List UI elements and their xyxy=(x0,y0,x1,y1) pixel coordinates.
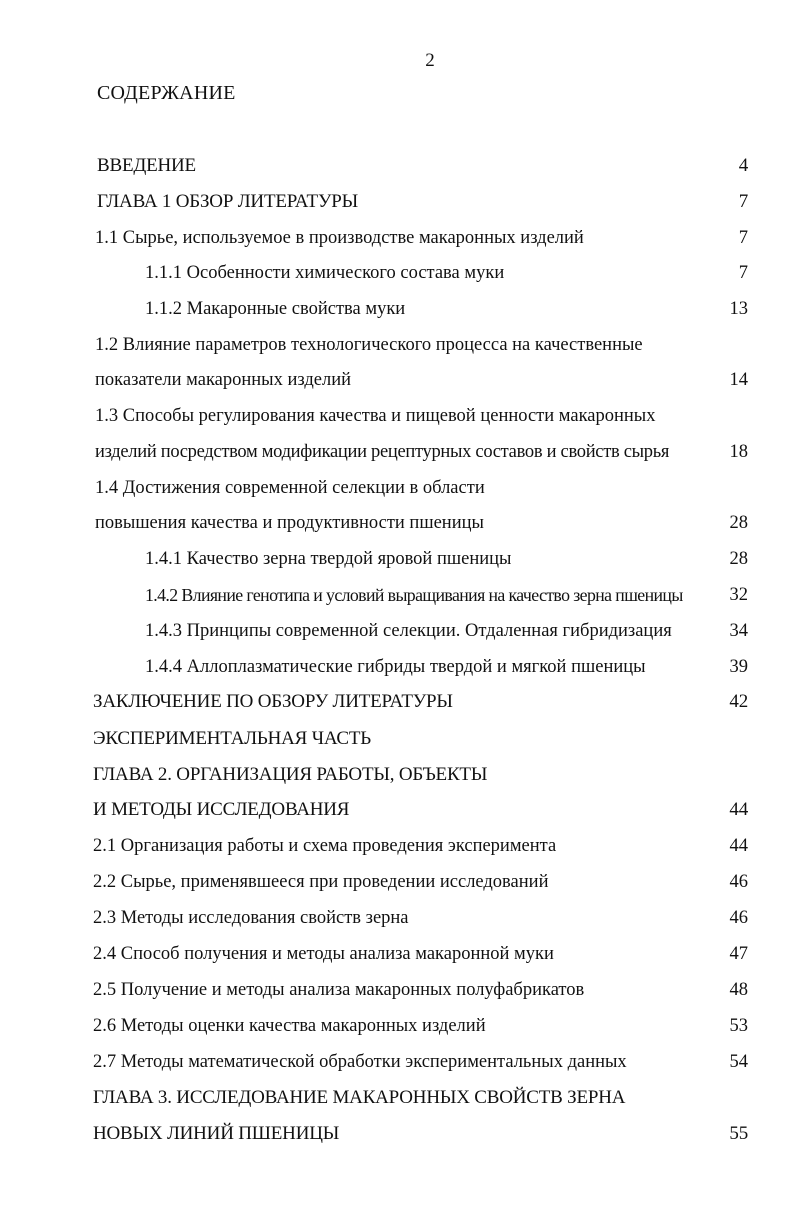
toc-entry-text: 2.5 Получение и методы анализа макаронных полуфабрикатов xyxy=(93,980,585,1000)
toc-entry xyxy=(0,151,793,181)
toc-entry-page: 13 xyxy=(729,299,748,319)
toc-entry-page: 32 xyxy=(729,585,748,605)
toc-entry-page: 4 xyxy=(738,155,748,176)
toc-entry-text: 1.3 Способы регулирования качества и пищевой ценности макаронных xyxy=(95,406,656,426)
toc-entry xyxy=(0,330,793,360)
toc-entry-page: 46 xyxy=(729,908,748,928)
toc-entry xyxy=(0,939,793,969)
toc-entry-page: 14 xyxy=(729,370,748,390)
toc-entry xyxy=(0,760,793,790)
toc-entry-text: НОВЫХ ЛИНИЙ ПШЕНИЦЫ xyxy=(93,1123,340,1144)
toc-entry-page: 54 xyxy=(729,1052,748,1072)
toc-entry-text: И МЕТОДЫ ИССЛЕДОВАНИЯ xyxy=(93,799,350,820)
toc-entry-text: 1.1.2 Макаронные свойства муки xyxy=(145,299,406,319)
toc-entry-page: 7 xyxy=(738,263,748,283)
toc-entry xyxy=(0,795,793,825)
toc-entry xyxy=(0,975,793,1005)
toc-entry-text: 1.1.1 Особенности химического состава муки xyxy=(145,263,505,283)
toc-entry-page: 18 xyxy=(729,442,748,462)
toc-entry xyxy=(0,580,793,610)
toc-entry xyxy=(0,1047,793,1077)
toc-title: СОДЕРЖАНИЕ xyxy=(97,82,236,104)
toc-entry xyxy=(0,544,793,574)
toc-entry xyxy=(0,1119,793,1149)
toc-entry-text: ГЛАВА 2. ОРГАНИЗАЦИЯ РАБОТЫ, ОБЪЕКТЫ xyxy=(93,764,488,785)
toc-entry-page: 34 xyxy=(729,621,748,641)
toc-entry-page: 44 xyxy=(729,836,748,856)
toc-entry-text: 2.2 Сырье, применявшееся при проведении исследований xyxy=(93,872,549,892)
toc-entry-text: ВВЕДЕНИЕ xyxy=(97,155,196,176)
toc-entry-text: ГЛАВА 3. ИССЛЕДОВАНИЕ МАКАРОННЫХ СВОЙСТВ ЗЕРНА xyxy=(93,1087,626,1108)
toc-entry-text: ГЛАВА 1 ОБЗОР ЛИТЕРАТУРЫ xyxy=(97,191,358,212)
toc-entry-text: 2.1 Организация работы и схема проведения эксперимента xyxy=(93,836,557,856)
toc-entry-page: 7 xyxy=(738,191,748,212)
toc-entry xyxy=(0,294,793,324)
toc-entry-page: 28 xyxy=(729,513,748,533)
toc-entry-text: изделий посредством модификации рецептурных составов и свойств сырья xyxy=(95,442,670,462)
toc-entry-text: 1.4.1 Качество зерна твердой яровой пшеницы xyxy=(145,549,512,569)
toc-entry-page: 39 xyxy=(729,657,748,677)
toc-entry xyxy=(0,508,793,538)
toc-entry-text: повышения качества и продуктивности пшеницы xyxy=(95,513,484,533)
toc-entry xyxy=(0,687,793,717)
toc-entry-page: 42 xyxy=(729,691,748,712)
toc-entry-page: 47 xyxy=(729,944,748,964)
toc-entry xyxy=(0,258,793,288)
toc-entry-text: 2.4 Способ получения и методы анализа макаронной муки xyxy=(93,944,554,964)
toc-entry xyxy=(0,903,793,933)
toc-entry xyxy=(0,724,793,754)
toc-entry xyxy=(0,652,793,682)
toc-entry xyxy=(0,365,793,395)
toc-entry-text: 1.1 Сырье, используемое в производстве макаронных изделий xyxy=(95,228,584,248)
toc-entry-text: 1.2 Влияние параметров технологического процесса на качественные xyxy=(95,335,643,355)
toc-entry xyxy=(0,437,793,467)
toc-entry-page: 44 xyxy=(729,799,748,820)
toc-entry-page: 48 xyxy=(729,980,748,1000)
toc-entry xyxy=(0,1011,793,1041)
page-number: 2 xyxy=(425,50,435,71)
toc-entry-page: 53 xyxy=(729,1016,748,1036)
toc-entry-text: 1.4.3 Принципы современной селекции. Отдаленная гибридизация xyxy=(145,621,672,641)
toc-entry xyxy=(0,1083,793,1113)
toc-entry xyxy=(0,401,793,431)
toc-entry-text: 1.4 Достижения современной селекции в области xyxy=(95,478,485,498)
toc-entry-page: 55 xyxy=(729,1123,748,1144)
toc-entry xyxy=(0,473,793,503)
toc-entry-text: показатели макаронных изделий xyxy=(95,370,352,390)
toc-entry xyxy=(0,187,793,217)
toc-entry-text: 2.7 Методы математической обработки экспериментальных данных xyxy=(93,1052,627,1072)
toc-entry xyxy=(0,616,793,646)
toc-entry xyxy=(0,867,793,897)
toc-entry-text: 1.4.2 Влияние генотипа и условий выращивания на качество зерна пшеницы xyxy=(145,585,683,605)
toc-entry-text: 1.4.4 Аллоплазматические гибриды твердой и мягкой пшеницы xyxy=(145,657,646,677)
toc-entry-page: 7 xyxy=(738,228,748,248)
toc-entry-text: ЗАКЛЮЧЕНИЕ ПО ОБЗОРУ ЛИТЕРАТУРЫ xyxy=(93,691,453,712)
toc-entry-page: 46 xyxy=(729,872,748,892)
toc-entry-text: 2.6 Методы оценки качества макаронных изделий xyxy=(93,1016,486,1036)
toc-entry xyxy=(0,831,793,861)
toc-entry-text: 2.3 Методы исследования свойств зерна xyxy=(93,908,409,928)
toc-entry xyxy=(0,223,793,253)
toc-entry-text: ЭКСПЕРИМЕНТАЛЬНАЯ ЧАСТЬ xyxy=(93,728,372,749)
toc-entry-page: 28 xyxy=(729,549,748,569)
